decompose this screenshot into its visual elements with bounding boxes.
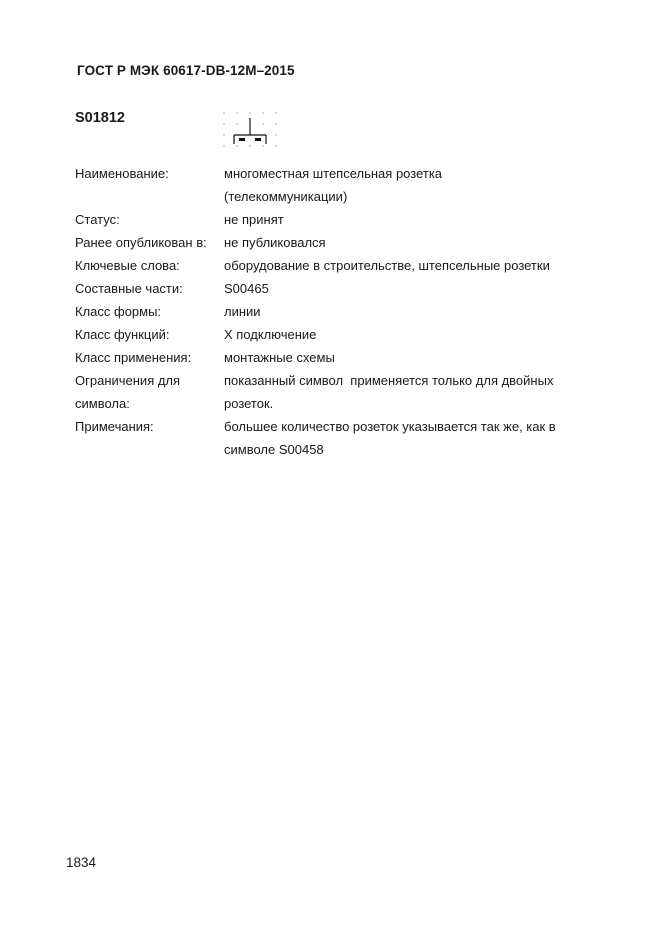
symbol-code: S01812 — [75, 110, 125, 126]
row-function-class — [75, 323, 595, 346]
row-value-line: большее количество розеток указывается так же, как в — [224, 419, 556, 434]
row-value-line: не принят — [224, 212, 284, 227]
row-value-line: символе S00458 — [224, 442, 324, 457]
row-value — [224, 369, 584, 415]
row-value-line: монтажные схемы — [224, 350, 335, 365]
row-restrictions — [75, 369, 595, 415]
row-shape-class — [75, 300, 595, 323]
row-value — [224, 415, 584, 461]
row-label: Класс формы: — [75, 304, 162, 319]
row-label: Составные части: — [75, 281, 183, 296]
row-previously-published — [75, 231, 595, 254]
row-label-line: символа: — [75, 396, 130, 411]
row-components — [75, 277, 595, 300]
row-value — [224, 162, 584, 208]
row-value-line: показанный символ применяется только для двойных — [224, 373, 554, 388]
row-label: Класс применения: — [75, 350, 192, 365]
attribute-table — [75, 162, 595, 461]
row-application-class — [75, 346, 595, 369]
row-label-line: Ограничения для — [75, 373, 181, 388]
row-name — [75, 162, 595, 208]
row-label: Наименование: — [75, 166, 169, 181]
row-value-line: S00465 — [224, 281, 269, 296]
row-label: Класс функций: — [75, 327, 170, 342]
row-value-line: линии — [224, 304, 261, 319]
row-value — [224, 254, 584, 277]
row-value — [224, 300, 584, 323]
row-keywords — [75, 254, 595, 277]
row-value — [224, 346, 584, 369]
row-value-line: (телекоммуникации) — [224, 189, 348, 204]
row-value — [224, 323, 584, 346]
row-label — [75, 369, 224, 415]
row-status — [75, 208, 595, 231]
row-value-line: X подключение — [224, 327, 317, 342]
row-notes — [75, 415, 595, 461]
row-label: Примечания: — [75, 419, 154, 434]
row-value-line: не публиковался — [224, 235, 326, 250]
document-header: ГОСТ Р МЭК 60617-DB-12M–2015 — [77, 63, 295, 78]
row-value-line: оборудование в строительстве, штепсельные розетки — [224, 258, 550, 273]
row-label: Ключевые слова: — [75, 258, 180, 273]
multi-socket-outlet-symbol-icon — [222, 108, 278, 150]
row-value — [224, 231, 584, 254]
page-number: 1834 — [66, 855, 97, 870]
row-label: Статус: — [75, 212, 120, 227]
row-value — [224, 208, 584, 231]
row-value — [224, 277, 584, 300]
row-label: Ранее опубликован в: — [75, 235, 207, 250]
row-value-line: розеток. — [224, 396, 274, 411]
row-value-line: многоместная штепсельная розетка — [224, 166, 443, 181]
